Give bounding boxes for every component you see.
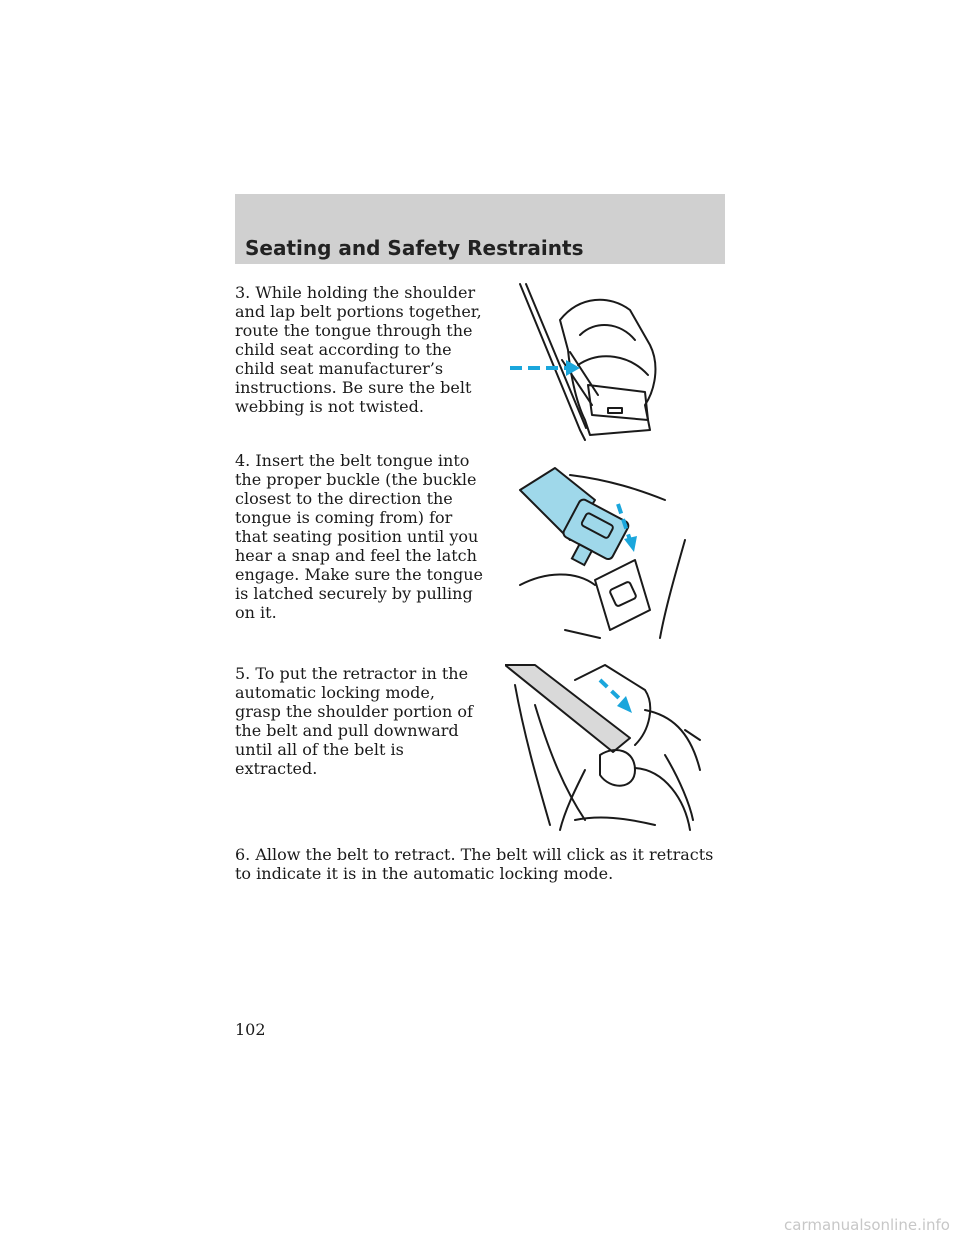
watermark: carmanualsonline.info: [784, 1216, 950, 1234]
section-header-band: [235, 194, 725, 264]
section-title: Seating and Safety Restraints: [245, 236, 584, 260]
buckle-insertion-illustration: [500, 460, 700, 645]
shoulder-belt-pull-illustration: [505, 660, 705, 832]
page-number: 102: [235, 1020, 266, 1039]
step-5-text: 5. To put the retractor in the automatic locking mode, grasp the shoulder portion of the belt and pull downward until all of the belt is extracted.: [235, 664, 473, 778]
step-4-text: 4. Insert the belt tongue into the proper buckle (the buckle closest to the direction the tongue is coming from) for that seating position until you hear a snap and feel the latch engage. Make sure the tongue is latched securely by pulling on it.: [235, 451, 483, 622]
step-3-text: 3. While holding the shoulder and lap belt portions together, route the tongue through the child seat according to the child seat manufacturer’s instructions. Be sure the belt webbing is not twisted.: [235, 283, 482, 416]
step-6-text: 6. Allow the belt to retract. The belt will click as it retracts to indicate it is in the automatic locking mode.: [235, 845, 714, 883]
child-seat-routing-illustration: [500, 280, 680, 445]
